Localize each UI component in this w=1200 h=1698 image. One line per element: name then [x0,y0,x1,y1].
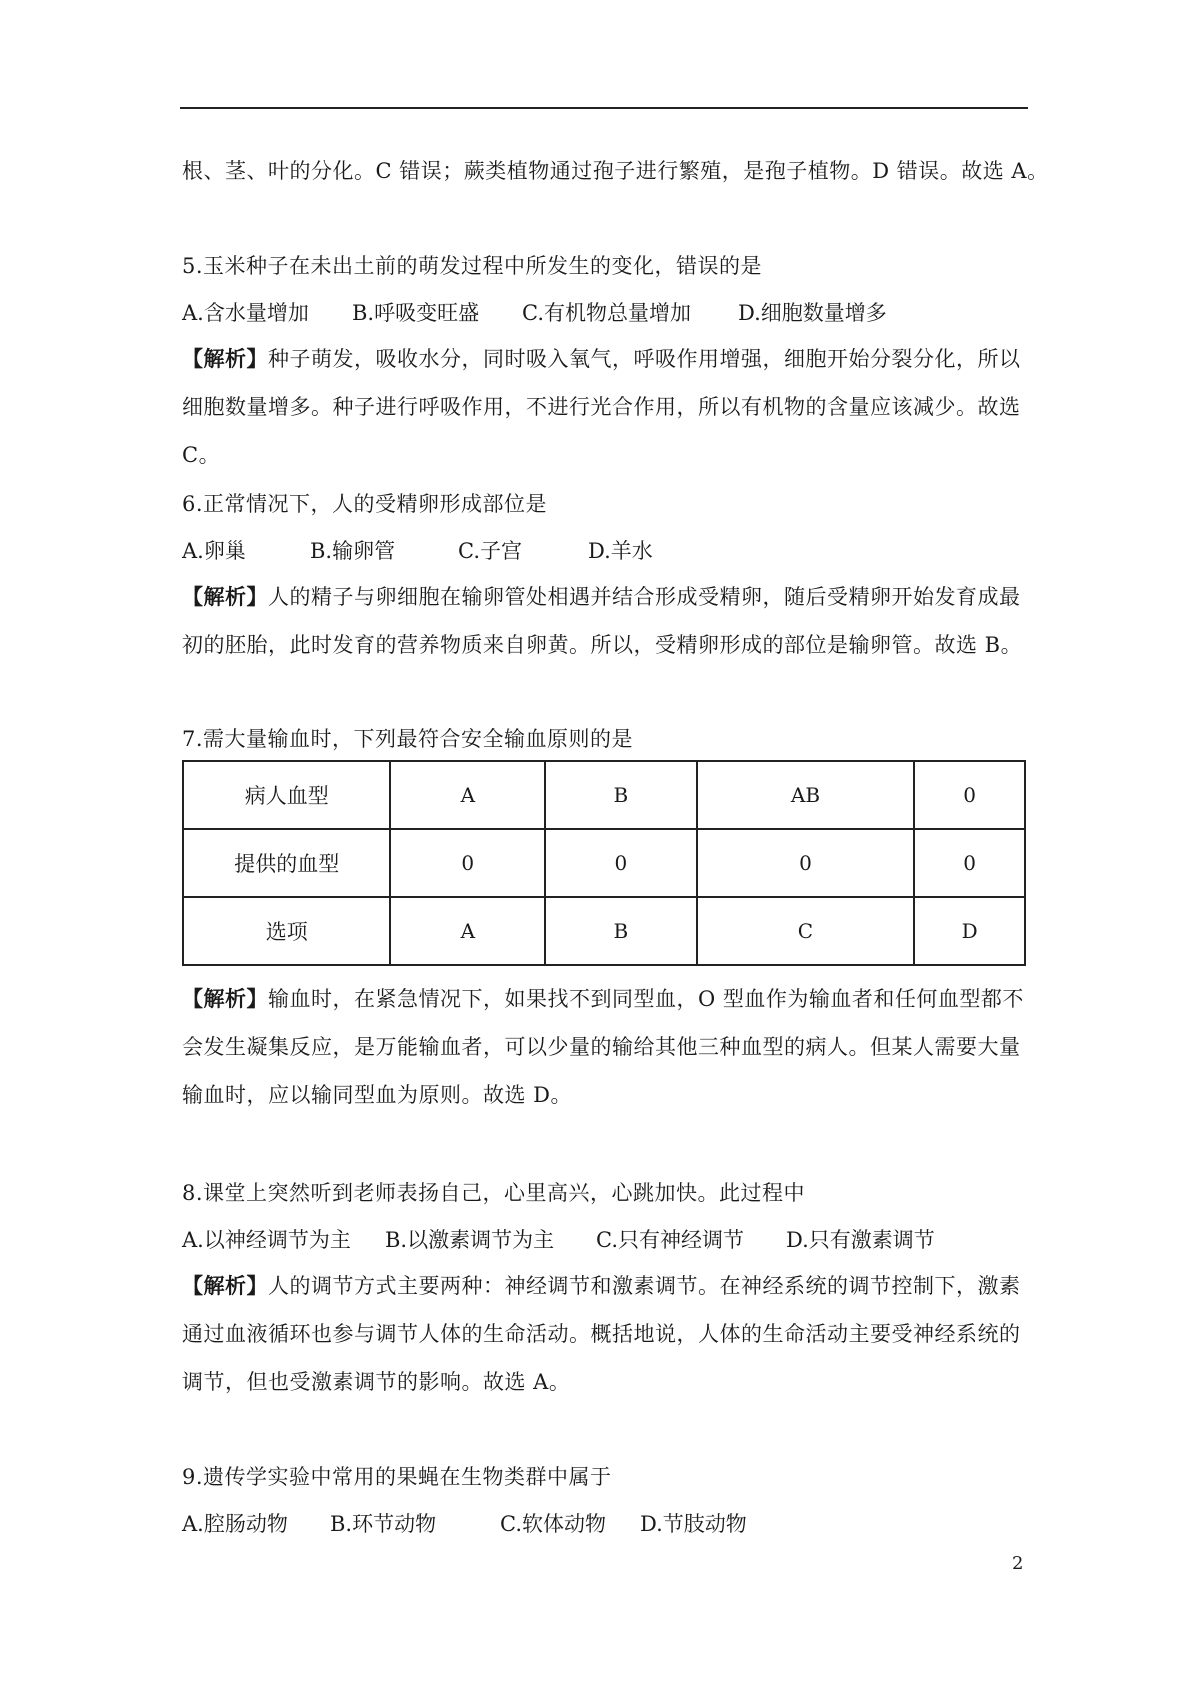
table-cell: B [545,761,697,829]
q9-option-d: D.节肢动物 [640,1512,747,1536]
row-header: 选项 [183,897,390,965]
analysis-label: 【解析】 [182,584,268,609]
q8-analysis-text: 人的调节方式主要两种：神经调节和激素调节。在神经系统的调节控制下，激素通过血液循环也参与调节人体的生命活动。概括地说，人体的生命活动主要受神经系统的调节，但也受激素调节的影响。故选 A。 [182,1274,1021,1394]
q7-analysis-text: 输血时，在紧急情况下，如果找不到同型血，O 型血作为输血者和任何血型都不会发生凝集反应，是万能输血者，可以少量的输给其他三种血型的病人。但某人需要大量输血时，应以输同型血为原则。故选 D。 [182,987,1024,1107]
row-header: 病人血型 [183,761,390,829]
q6-question: 6.正常情况下，人的受精卵形成部位是 [182,492,548,516]
q5-option-d: D.细胞数量增多 [738,301,887,325]
table-cell: 0 [914,829,1025,897]
analysis-label: 【解析】 [182,346,268,371]
table-cell: AB [697,761,914,829]
q5-analysis-text: 种子萌发，吸收水分，同时吸入氧气，呼吸作用增强，细胞开始分裂分化，所以细胞数量增多。种子进行呼吸作用，不进行光合作用，所以有机物的含量应该减少。故选 C。 [182,347,1021,467]
table-row [183,829,1025,897]
table-cell: 0 [697,829,914,897]
q6-analysis-text: 人的精子与卵细胞在输卵管处相遇并结合形成受精卵，随后受精卵开始发育成最初的胚胎，此时发育的营养物质来自卵黄。所以，受精卵形成的部位是输卵管。故选 B。 [182,585,1023,657]
q5-analysis [182,335,1028,479]
q6-option-a: A.卵巢 [182,539,246,563]
q7-analysis [182,975,1028,1119]
q9-question: 9.遗传学实验中常用的果蝇在生物类群中属于 [182,1465,612,1489]
q5-option-b: B.呼吸变旺盛 [352,301,480,325]
table-cell: D [914,897,1025,965]
q7-question: 7.需大量输血时，下列最符合安全输血原则的是 [182,727,634,751]
blood-type-table [182,760,1026,966]
q9-option-c: C.软体动物 [500,1512,606,1536]
q8-option-a: A.以神经调节为主 [182,1228,351,1252]
q6-option-d: D.羊水 [588,539,653,563]
table-cell: A [390,761,545,829]
analysis-label: 【解析】 [182,1273,268,1298]
q8-question: 8.课堂上突然听到老师表扬自己，心里高兴，心跳加快。此过程中 [182,1181,806,1205]
q8-option-c: C.只有神经调节 [596,1228,744,1252]
q9-option-b: B.环节动物 [330,1512,437,1536]
page-number: 2 [1012,1553,1024,1574]
q5-option-a: A.含水量增加 [182,301,309,325]
table-cell: 0 [914,761,1025,829]
table-row [183,897,1025,965]
q8-option-d: D.只有激素调节 [786,1228,935,1252]
table-cell: A [390,897,545,965]
table-cell: 0 [545,829,697,897]
q8-option-b: B.以激素调节为主 [385,1228,555,1252]
q6-option-b: B.输卵管 [310,539,396,563]
intro-text: 根、茎、叶的分化。C 错误；蕨类植物通过孢子进行繁殖，是孢子植物。D 错误。故选 A。 [182,159,1049,183]
table-row [183,761,1025,829]
q5-option-c: C.有机物总量增加 [522,301,691,325]
q9-option-a: A.腔肠动物 [182,1512,288,1536]
q6-analysis [182,573,1028,669]
q6-option-c: C.子宫 [458,539,522,563]
analysis-label: 【解析】 [182,986,268,1011]
table-cell: B [545,897,697,965]
q8-analysis [182,1262,1028,1406]
q5-question: 5.玉米种子在未出土前的萌发过程中所发生的变化，错误的是 [182,254,763,278]
header-rule [180,107,1028,109]
table-cell: C [697,897,914,965]
table-cell: 0 [390,829,545,897]
row-header: 提供的血型 [183,829,390,897]
